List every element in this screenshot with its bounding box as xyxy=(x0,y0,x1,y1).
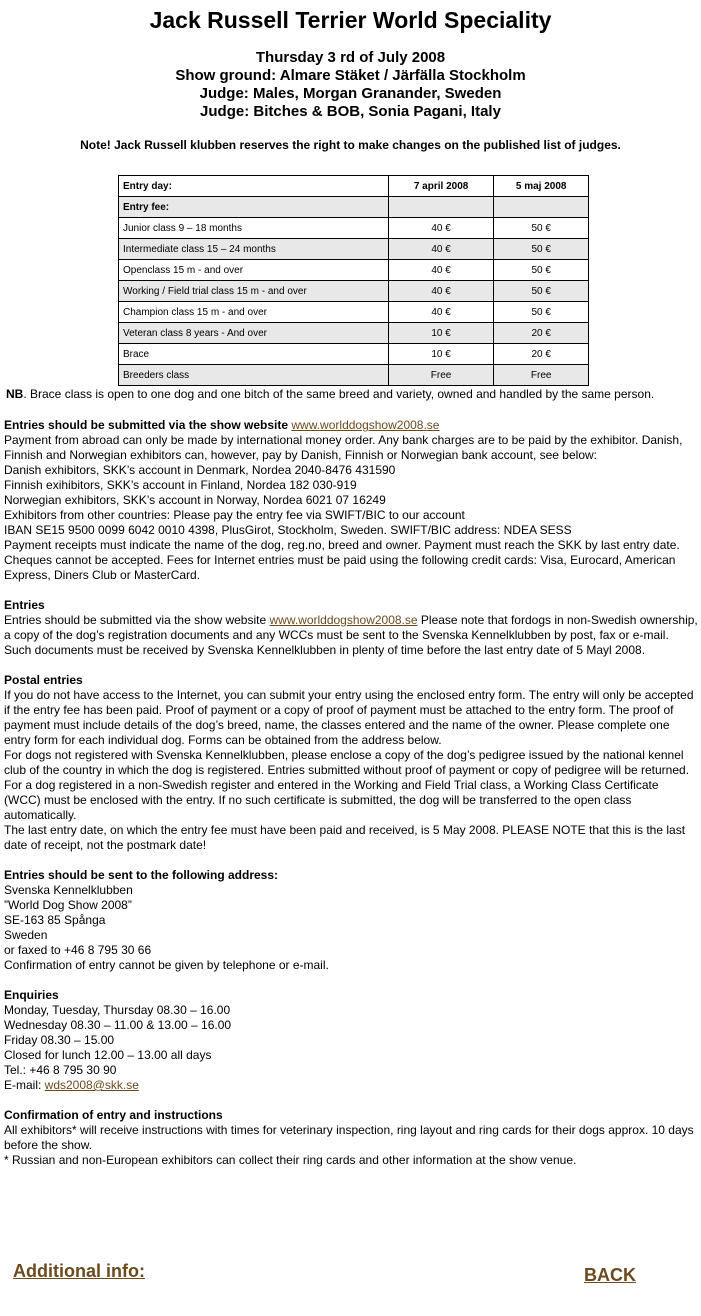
subheader-cell xyxy=(494,197,589,218)
judges-note: Note! Jack Russell klubben reserves the right to make changes on the published list of judges. xyxy=(80,138,621,152)
finnish-account: Finnish exihibitors, SKK’s account in Finland, Nordea 182 030-919 xyxy=(4,478,357,492)
fax-line: or faxed to +46 8 795 30 66 xyxy=(4,943,152,957)
enquiries-heading: Enquiries xyxy=(4,988,59,1002)
event-venue: Show ground: Almare Stäket / Järfälla Stockholm xyxy=(175,67,526,84)
fee-cell: 40 € xyxy=(388,218,494,239)
postal-text: If you do not have access to the Internet, you can submit your entry using the enclosed entry form. The entry will only be accepted if the entry fee has been paid. Proof of payment or a copy of proof of payment must be attached to the entry form. The proof of payment must include details of the dog’s breed, name, the classes entered and the name of the owner. Please complete one entry form for each individual dog. Forms can be obtained from the address below. xyxy=(4,688,694,747)
entries-text xyxy=(4,613,698,658)
header-cell: Entry day: xyxy=(119,176,389,197)
fee-cell: 40 € xyxy=(388,260,494,281)
hours-line: Monday, Tuesday, Thursday 08.30 – 16.00 xyxy=(4,1003,231,1017)
fee-cell: 10 € xyxy=(388,323,494,344)
norwegian-account: Norwegian exhibitors, SKK’s account in Norway, Nordea 6021 07 16249 xyxy=(4,493,386,507)
postal-heading: Postal entries xyxy=(4,673,83,687)
brace-note xyxy=(6,387,701,402)
event-date: Thursday 3 rd of July 2008 xyxy=(255,49,446,66)
table-row xyxy=(119,302,589,323)
postal-pedigree: For dogs not registered with Svenska Kennelklubben, please enclose a copy of the dog’s pedigree issued by the national kennel club of the country in which the dog is registered. Entries submitted without proof of payment or copy of pedigree will be returned. For a dog registered in a non-Swedish register and entered in the Working and Field Trial class, a Working Class Certificate (WCC) must be enclosed with the entry. If no such certificate is submitted, the dog will be transferred to the open class automatically. xyxy=(4,748,690,822)
danish-account: Danish exhibitors, SKK’s account in Denmark, Nordea 2040-8476 431590 xyxy=(4,463,396,477)
lunch-line: Closed for lunch 12.00 – 13.00 all days xyxy=(4,1048,212,1062)
other-countries: Exhibitors from other countries: Please pay the entry fee via SWIFT/BIC to our account xyxy=(4,508,465,522)
confirmation-note: Confirmation of entry cannot be given by telephone or e-mail. xyxy=(4,958,329,972)
table-row xyxy=(119,323,589,344)
email-link[interactable]: wds2008@skk.se xyxy=(44,1078,139,1092)
fee-cell: 40 € xyxy=(388,281,494,302)
event-details xyxy=(0,49,701,121)
table-row xyxy=(119,344,589,365)
class-cell: Intermediate class 15 – 24 months xyxy=(119,239,389,260)
header-cell: 7 april 2008 xyxy=(388,176,494,197)
address-line: ”World Dog Show 2008” xyxy=(4,898,132,912)
fee-cell: 50 € xyxy=(494,239,589,260)
payment-receipts: Payment receipts must indicate the name of the dog, reg.no, breed and owner. Payment must reach the SKK by last entry date. xyxy=(4,538,680,552)
entries-post: Please note that fordogs in non-Swedish ownership, a copy of the dog’s registration documents and any WCCs must be sent to the Svenska Kennelklubben by post, fax or e-mail. Such documents must be received by Svenska Kennelklubben in plenty of time before the last entry date of 5 Mayl 2008. xyxy=(4,613,698,657)
entries-website-link[interactable]: www.worlddogshow2008.se xyxy=(269,613,418,627)
cheques-text: Cheques cannot be accepted. Fees for Internet entries must be paid using the following credit cards: Visa, Eurocard, American Express, Diners Club or MasterCard. xyxy=(4,553,676,582)
postal-last-date: The last entry date, on which the entry fee must have been paid and received, is 5 May 2008. PLEASE NOTE that this is the last date of receipt, not the postmark date! xyxy=(4,823,686,852)
page-title: Jack Russell Terrier World Speciality xyxy=(149,7,552,33)
judge-males: Judge: Males, Morgan Granander, Sweden xyxy=(199,85,502,102)
address-heading: Entries should be sent to the following address: xyxy=(4,868,279,882)
table-row xyxy=(119,239,589,260)
fee-cell: 10 € xyxy=(388,344,494,365)
nb-label: NB xyxy=(6,387,24,401)
fee-cell: 50 € xyxy=(494,281,589,302)
table-row xyxy=(119,365,589,386)
table-header-row xyxy=(119,176,589,197)
subheader-cell xyxy=(388,197,494,218)
russian-note: * Russian and non-European exhibitors can collect their ring cards and other information at the show venue. xyxy=(4,1153,577,1167)
website-heading-text: Entries should be submitted via the show website xyxy=(4,418,292,432)
fee-cell: 50 € xyxy=(494,218,589,239)
fee-cell: 50 € xyxy=(494,302,589,323)
class-cell: Veteran class 8 years - And over xyxy=(119,323,389,344)
address-line: Sweden xyxy=(4,928,48,942)
header-cell: 5 maj 2008 xyxy=(494,176,589,197)
class-cell: Openclass 15 m - and over xyxy=(119,260,389,281)
address-line: SE-163 85 Spånga xyxy=(4,913,106,927)
fee-cell: Free xyxy=(494,365,589,386)
table-row xyxy=(119,260,589,281)
email-label: E-mail: xyxy=(4,1078,45,1092)
hours-line: Wednesday 08.30 – 11.00 & 13.00 – 16.00 xyxy=(4,1018,232,1032)
email-line xyxy=(4,1078,698,1093)
additional-info-link[interactable]: Additional info: xyxy=(13,1261,145,1281)
show-website-link[interactable]: www.worlddogshow2008.se xyxy=(291,418,440,432)
class-cell: Champion class 15 m - and over xyxy=(119,302,389,323)
nb-text: . Brace class is open to one dog and one bitch of the same breed and variety, owned and handled by the same person. xyxy=(23,387,655,401)
fee-cell: 50 € xyxy=(494,260,589,281)
class-cell: Working / Field trial class 15 m - and over xyxy=(119,281,389,302)
table-row xyxy=(119,281,589,302)
fee-cell: Free xyxy=(388,365,494,386)
phone-line: Tel.: +46 8 795 30 90 xyxy=(4,1063,117,1077)
fee-cell: 20 € xyxy=(494,344,589,365)
judge-bitches: Judge: Bitches & BOB, Sonia Pagani, Italy xyxy=(200,103,501,120)
payment-text: Payment from abroad can only be made by international money order. Any bank charges are to be paid by the exhibitor. Danish, Finnish and Norwegian exhibitors can, however, pay by Danish, Finnish or Norwegian bank account, see below: xyxy=(4,433,683,462)
website-heading xyxy=(4,418,698,433)
fee-cell: 40 € xyxy=(388,302,494,323)
address-line: Svenska Kennelklubben xyxy=(4,883,133,897)
class-cell: Breeders class xyxy=(119,365,389,386)
confirmation-heading: Confirmation of entry and instructions xyxy=(4,1108,223,1122)
table-subheader-row xyxy=(119,197,589,218)
confirmation-text: All exhibitors* will receive instructions with times for veterinary inspection, ring layout and ring cards for their dogs approx. 10 days before the show. xyxy=(4,1123,694,1152)
hours-line: Friday 08.30 – 15.00 xyxy=(4,1033,115,1047)
table-row xyxy=(119,218,589,239)
back-link[interactable]: BACK xyxy=(584,1265,636,1285)
entries-pre: Entries should be submitted via the show website xyxy=(4,613,270,627)
entry-fee-table xyxy=(118,175,589,386)
class-cell: Brace xyxy=(119,344,389,365)
class-cell: Junior class 9 – 18 months xyxy=(119,218,389,239)
iban-details: IBAN SE15 9500 0099 6042 0010 4398, PlusGirot, Stockholm, Sweden. SWIFT/BIC address: NDEA SESS xyxy=(4,523,572,537)
main-content xyxy=(4,418,698,1168)
fee-cell: 20 € xyxy=(494,323,589,344)
fee-cell: 40 € xyxy=(388,239,494,260)
subheader-cell: Entry fee: xyxy=(119,197,389,218)
entries-heading: Entries xyxy=(4,598,45,612)
